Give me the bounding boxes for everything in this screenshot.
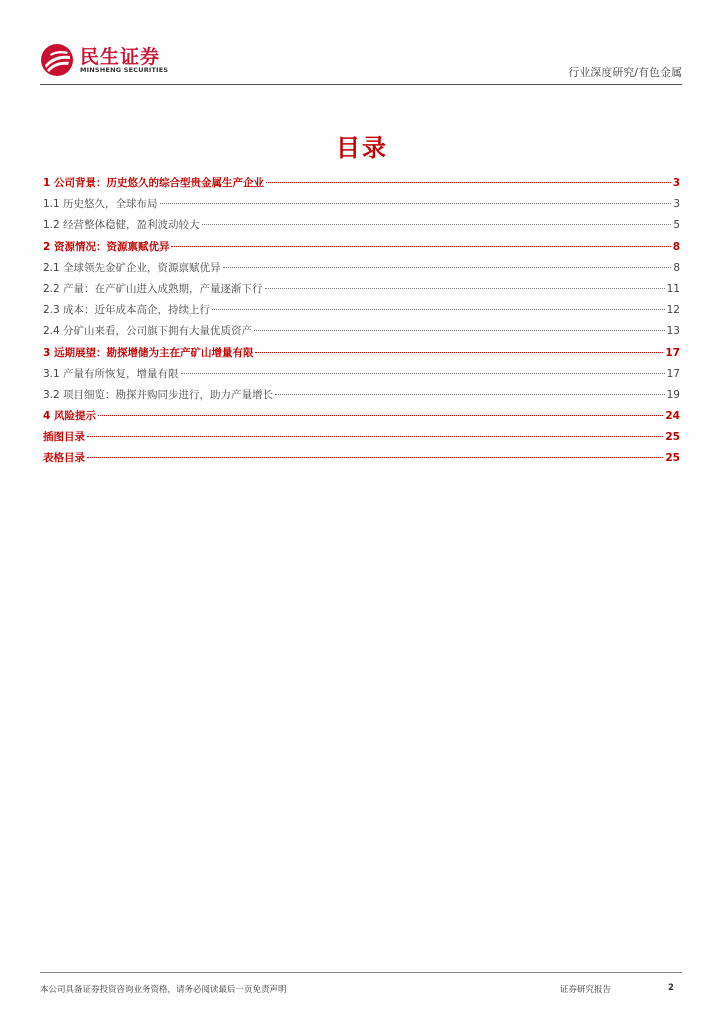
report-category: 行业深度研究/有色金属 xyxy=(568,66,682,79)
toc-entry-label: 2.1 全球领先金矿企业，资源禀赋优异 xyxy=(43,261,221,274)
toc-entry-label: 2.4 分矿山来看，公司旗下拥有大量优质资产 xyxy=(43,325,253,338)
toc-entry-label: 表格目录 xyxy=(43,452,85,465)
toc-entry-page: 5 xyxy=(673,219,680,232)
table-of-contents xyxy=(43,175,680,472)
toc-entry[interactable] xyxy=(43,302,680,323)
toc-entry-page: 19 xyxy=(666,388,680,401)
toc-entry-page: 3 xyxy=(673,198,680,211)
toc-dot-leader xyxy=(266,182,671,183)
toc-entry-page: 8 xyxy=(673,261,680,274)
toc-entry-page: 8 xyxy=(672,240,680,253)
toc-entry-label: 2.2 产量：在产矿山进入成熟期，产量逐渐下行 xyxy=(43,282,263,295)
toc-entry[interactable] xyxy=(43,323,680,344)
toc-dot-leader xyxy=(171,246,670,247)
toc-entry-label: 1 公司背景：历史悠久的综合型贵金属生产企业 xyxy=(43,177,264,189)
footer-divider xyxy=(40,972,682,973)
page-number: 2 xyxy=(668,983,674,993)
toc-dot-leader xyxy=(98,415,663,416)
toc-dot-leader xyxy=(254,330,665,331)
footer-doc-type: 证券研究报告 xyxy=(560,985,612,995)
toc-dot-leader xyxy=(202,224,672,225)
toc-entry-page: 25 xyxy=(665,452,680,465)
toc-entry[interactable] xyxy=(43,281,680,302)
company-logo xyxy=(40,40,200,80)
logo-chinese-name: 民生证券 xyxy=(80,46,161,68)
toc-dot-leader xyxy=(87,457,663,458)
toc-entry-label: 3 远期展望：勘探增储为主在产矿山增量有限 xyxy=(43,346,254,359)
toc-dot-leader xyxy=(265,288,665,289)
toc-entry-label: 1.2 经营整体稳健，盈利波动较大 xyxy=(43,219,200,232)
toc-dot-leader xyxy=(212,309,665,310)
toc-entry[interactable] xyxy=(43,429,680,450)
toc-entry-page: 24 xyxy=(665,410,680,423)
toc-entry[interactable] xyxy=(43,217,680,238)
page-header xyxy=(40,40,682,84)
toc-entry-label: 1.1 历史悠久，全球布局 xyxy=(43,198,158,211)
toc-entry-page: 12 xyxy=(666,304,680,317)
toc-entry[interactable] xyxy=(43,366,680,387)
toc-dot-leader xyxy=(255,352,663,353)
toc-entry-label: 2.3 成本：近年成本高企，持续上行 xyxy=(43,304,211,317)
toc-dot-leader xyxy=(275,394,665,395)
toc-entry-page: 11 xyxy=(666,282,680,295)
toc-entry[interactable] xyxy=(43,196,680,217)
toc-entry-page: 3 xyxy=(672,177,680,189)
toc-entry-label: 2 资源情况：资源禀赋优异 xyxy=(43,240,170,253)
toc-entry[interactable] xyxy=(43,175,680,196)
toc-dot-leader xyxy=(160,203,672,204)
toc-entry-page: 25 xyxy=(665,431,680,444)
toc-dot-leader xyxy=(223,267,672,268)
toc-entry-label: 4 风险提示 xyxy=(43,410,96,423)
toc-entry[interactable] xyxy=(43,387,680,408)
toc-title: 目录 xyxy=(336,134,388,162)
toc-entry[interactable] xyxy=(43,408,680,429)
toc-entry-label: 插图目录 xyxy=(43,431,85,444)
toc-entry-label: 3.2 项目细览：勘探并购同步进行，助力产量增长 xyxy=(43,388,274,401)
toc-entry-label: 3.1 产量有所恢复，增量有限 xyxy=(43,367,179,380)
toc-dot-leader xyxy=(181,373,665,374)
toc-dot-leader xyxy=(87,436,663,437)
toc-entry[interactable] xyxy=(43,345,680,366)
toc-entry[interactable] xyxy=(43,450,680,471)
toc-entry-page: 17 xyxy=(665,346,680,359)
footer-disclaimer: 本公司具备证券投资咨询业务资格，请务必阅读最后一页免责声明 xyxy=(40,985,287,995)
header-divider xyxy=(40,84,682,85)
toc-entry[interactable] xyxy=(43,239,680,260)
minsheng-logo-icon xyxy=(40,43,74,77)
toc-entry-page: 13 xyxy=(666,325,680,338)
toc-entry[interactable] xyxy=(43,260,680,281)
toc-entry-page: 17 xyxy=(666,367,680,380)
logo-english-name: MINSHENG SECURITIES xyxy=(80,66,169,74)
